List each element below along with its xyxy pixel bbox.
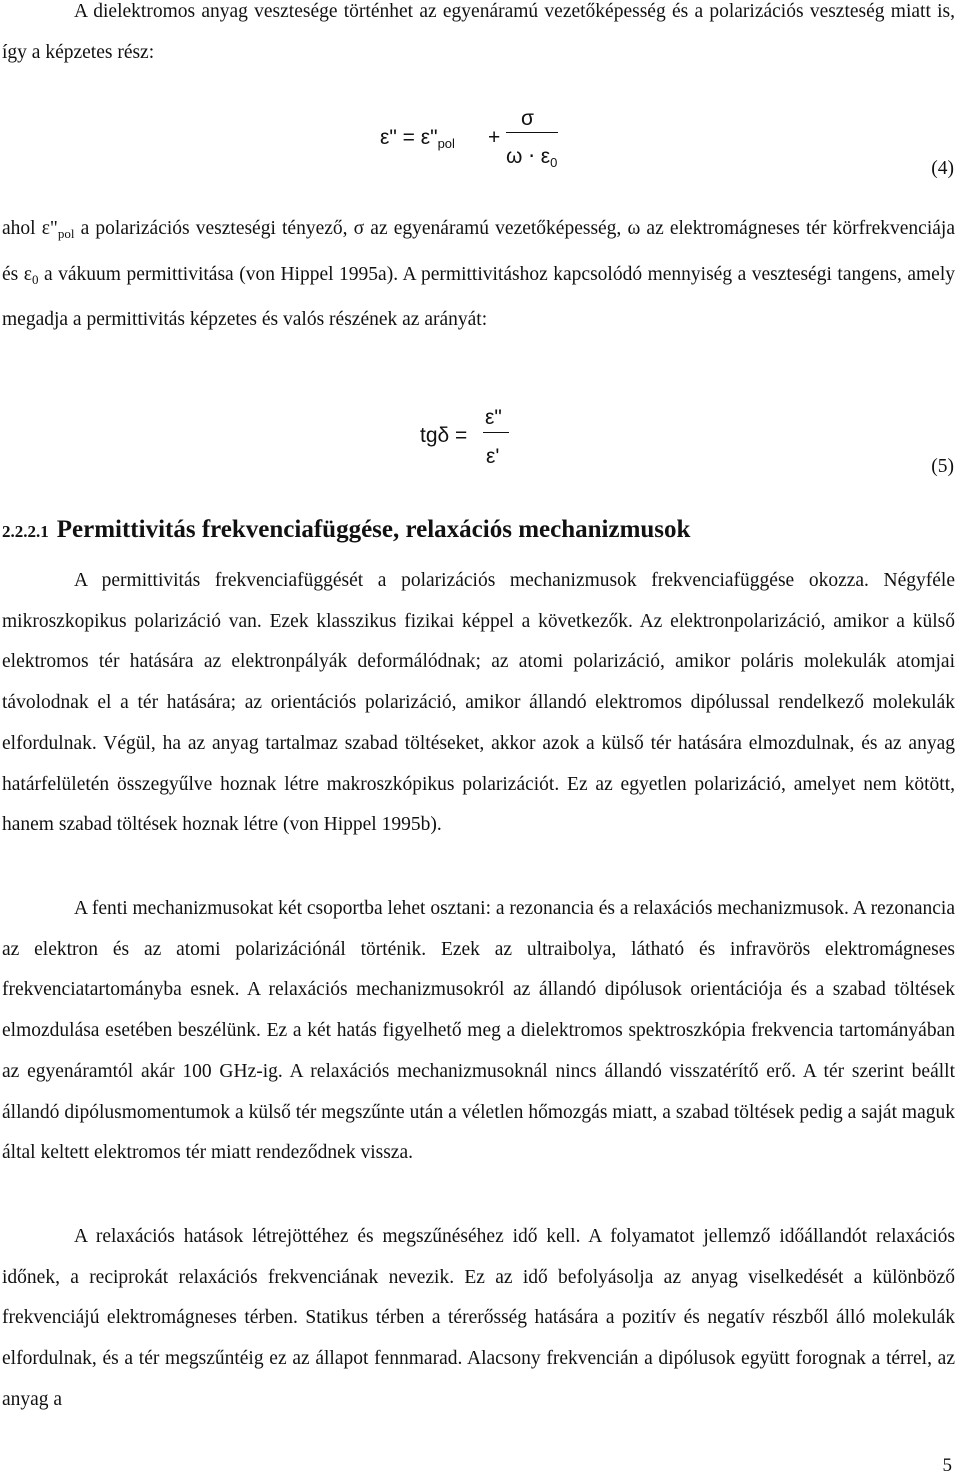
equation-5-denominator: ε' — [486, 445, 500, 468]
equation-4-denominator: $\omega \cdot \varepsilon_0$ — [506, 145, 558, 170]
section-title: Permittivitás frekvenciafüggése, relaxációs mechanizmusok — [56, 516, 691, 543]
equation-5-number: (5) — [931, 456, 954, 477]
page-number: 5 — [942, 1455, 952, 1476]
paragraph-relaxation: A relaxációs hatások létrejöttéhez és megszűnéséhez idő kell. A folyamatot jellemző időállandót relaxációs időnek, a reciprokát relaxációs frekvenciának nevezik. Ez az idő befolyásolja az anyag viselkedését a különböző frekvenciájú elektromágneses térben. Statikus térben a térerősség hatására a pozitív és negatív részből álló molekulák elfordulnak, és a tér megszűntéig ez az állapot fennmarad. Alacsony frekvencián a dipólusok együtt forognak a térrel, az anyag a — [2, 1226, 955, 1410]
equation-5-fraction-bar — [483, 432, 509, 433]
section-heading — [2, 512, 690, 545]
equation-4-number: (4) — [931, 158, 954, 179]
equation-4-plus: + — [488, 126, 501, 149]
equation-4-numerator: σ — [521, 107, 534, 130]
equation-4-fraction-bar — [506, 132, 558, 133]
paragraph-definitions: ahol $\varepsilon"_{pol}$ a polarizációs veszteségi tényező, σ az egyenáramú vezetőképesség, ω az elektromágneses tér körfrekvenciája és $\varepsilon_0$ a vákuum permittivitása (von Hippel 1995a). A permittivitáshoz kapcsolódó mennyiség a veszteségi tangens, amely megadja a permittivitás képzetes és valós részének az arányát: — [2, 218, 955, 331]
equation-5-lhs: tgδ = — [420, 424, 468, 447]
paragraph-intro: A dielektromos anyag vesztesége történhet az egyenáramú vezetőképesség és a polarizációs veszteség miatt is, így a képzetes rész: — [2, 1, 955, 63]
paragraph-mechanism-groups: A fenti mechanizmusokat két csoportba lehet osztani: a rezonancia és a relaxációs mechanizmusok. A rezonancia az elektron és az atomi polarizációnál történik. Ezek az ultraibolya, látható és infravörös elektromágneses frekvenciatartományba esnek. A relaxációs mechanizmusokról az állandó dipólusok orientációja és a szabad töltések elmozdulása esetében beszélünk. Ez a két hatás figyelhető meg a dielektromos spektroszkópia frekvencia tartományában az egyenáramtól akár 100 GHz-ig. A relaxációs mechanizmusoknál nincs állandó visszatérítő erő. A tér szerint beállt állandó dipólusmomentumok a külső tér megszűnte után a véletlen hőmozgás miatt, a szabad töltések pedig a saját maguk által keltett elektromos tér miatt rendeződnek vissza. — [2, 898, 955, 1164]
equation-5-numerator: ε" — [485, 406, 502, 429]
equation-4-lhs: ε" = $\varepsilon"_{pol}$ — [380, 126, 455, 151]
paragraph-polarization-types: A permittivitás frekvenciafüggését a polarizációs mechanizmusok frekvenciafüggése okozza. Négyféle mikroszkopikus polarizáció van. Ezek klasszikus fizikai képpel a következők. Az elektronpolarizáció, amikor a külső elektromos tér hatására az elektronpályák deformálódnak; az atomi polarizáció, amikor poláris molekulák atomjai távolodnak el a tér hatására; az orientációs polarizáció, amikor állandó elektromos dipólussal rendelkező molekulák elfordulnak. Végül, ha az anyag tartalmaz szabad töltéseket, akkor azok a külső tér hatására elmozdulnak, és az anyag határfelületén összegyűlve hoznak létre makroszkópikus polarizációt. Ez az egyetlen polarizáció, amelyet nem kötött, hanem szabad töltések hoznak létre (von Hippel 1995b). — [2, 570, 955, 836]
section-number: 2.2.2.1 — [2, 522, 49, 541]
